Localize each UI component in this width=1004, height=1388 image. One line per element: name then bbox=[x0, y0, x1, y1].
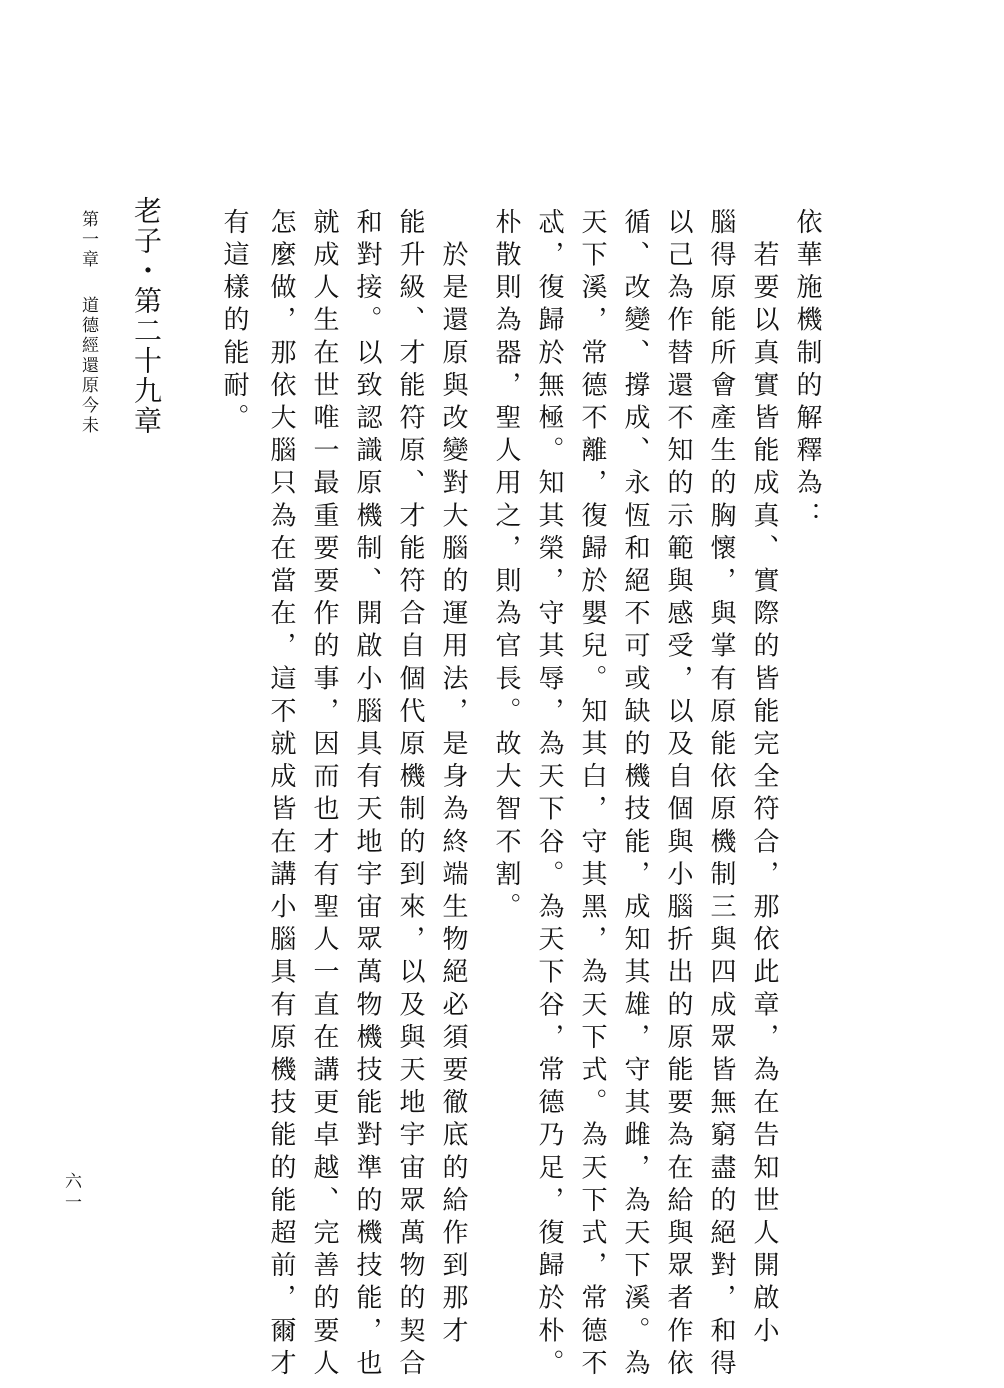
body-column-12: 就成人生在世唯一最重要要作的事，因而也才有聖人一直在講更卓越、完善的要人 bbox=[309, 208, 339, 1382]
body-column-10: 能升級、才能符原、才能符合自個代原機制的到來，以及與天地宇宙眾萬物的契合 bbox=[395, 208, 425, 1382]
body-column-6: 天下溪，常德不離，復歸於嬰兒。知其白，守其黑，為天下式。為天下式，常德不 bbox=[577, 208, 607, 1382]
chapter-title: 老子・第二十九章 bbox=[130, 196, 163, 436]
body-column-5: 循、改變、撐成、永恆和絕不可或缺的機技能，成知其雄，守其雌，為天下溪。為 bbox=[620, 208, 650, 1382]
header-book-title: 道德經還原今未 bbox=[78, 296, 98, 436]
body-column-8: 朴散則為器，聖人用之，則為官長。故大智不割。 bbox=[491, 208, 521, 926]
header-chapter: 第一章 bbox=[78, 210, 98, 270]
body-column-14: 有這樣的能耐。 bbox=[219, 208, 249, 437]
body-column-13: 怎麼做，那依大腦只為在當在，這不就成皆在講小腦具有原機技能的能超前，爾才 bbox=[266, 208, 296, 1382]
body-column-7: 忒，復歸於無極。知其榮，守其辱，為天下谷。為天下谷，常德乃足，復歸於朴。 bbox=[534, 208, 564, 1382]
body-column-9: 於是還原與改變對大腦的運用法，是身為終端生物絕必須要徹底的給作到那才 bbox=[438, 208, 468, 1349]
page-number: 六一 bbox=[61, 1172, 81, 1214]
body-column-3: 腦得原能所會產生的胸懷，與掌有原能依原機制三與四成眾皆無窮盡的絕對，和得 bbox=[706, 208, 736, 1382]
running-header bbox=[62, 118, 113, 436]
body-column-2: 若要以真實皆能成真、實際的皆能完全符合，那依此章，為在告知世人開啟小 bbox=[749, 208, 779, 1349]
body-column-1: 依華施機制的解釋為： bbox=[792, 208, 822, 534]
body-column-11: 和對接。以致認識原機制、開啟小腦具有天地宇宙眾萬物機技能對準的機技能，也 bbox=[352, 208, 382, 1382]
body-column-4: 以己為作替還不知的示範與感受，以及自個與小腦折出的原能要為在給與眾者作依 bbox=[663, 208, 693, 1382]
